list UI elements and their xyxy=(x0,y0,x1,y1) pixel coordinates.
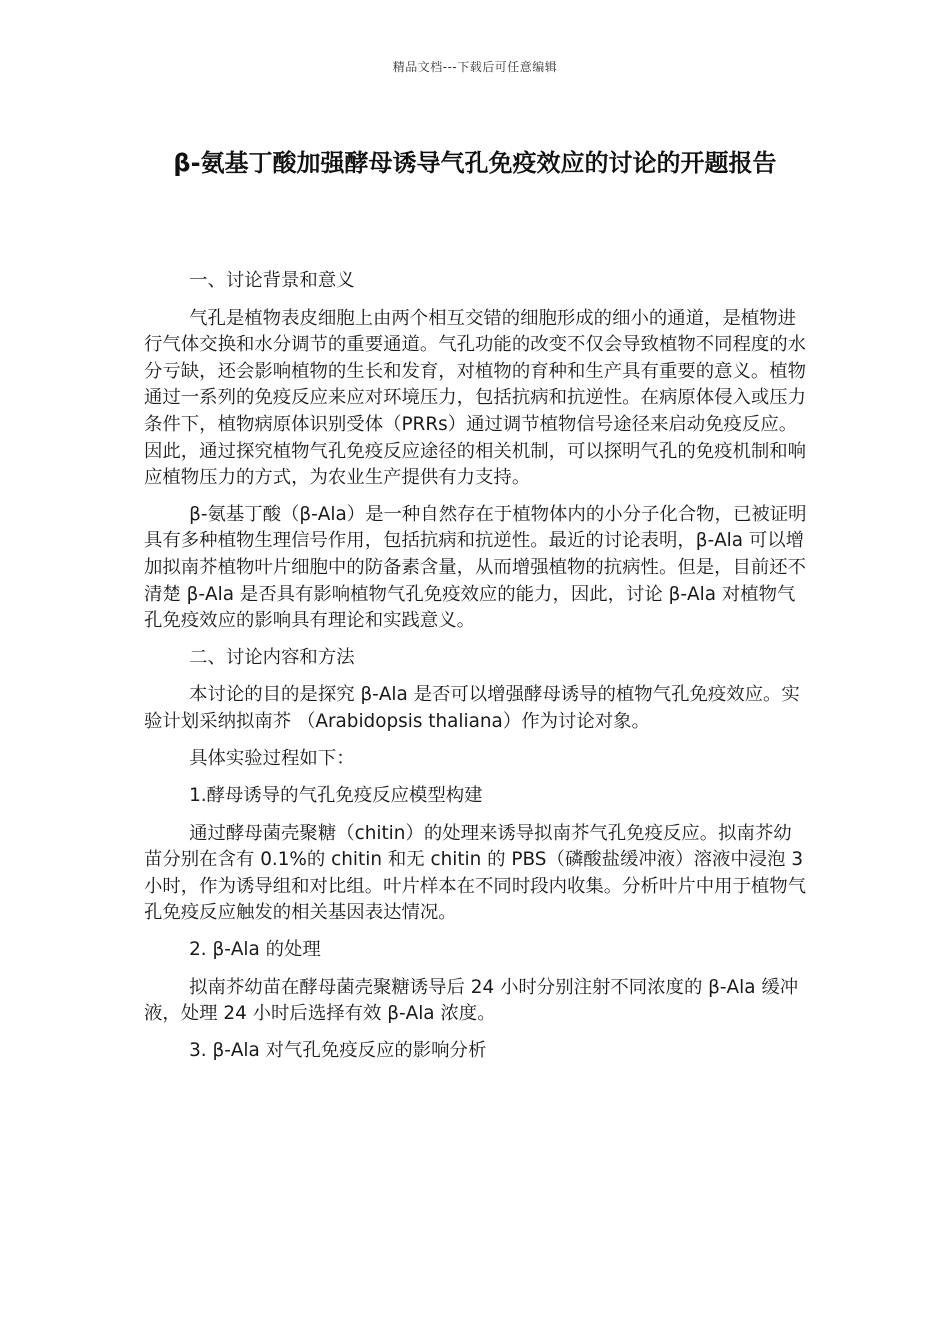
paragraph-methods-intro: 本讨论的目的是探究 β-Ala 是否可以增强酵母诱导的植物气孔免疫效应。实验计划采纳拟南芥 （Arabidopsis thaliana）作为讨论对象。 xyxy=(144,684,800,732)
step-3-heading: 3. β-Ala 对气孔免疫反应的影响分析 xyxy=(189,1039,487,1061)
section-heading-methods: 二、讨论内容和方法 xyxy=(189,646,355,668)
document-body xyxy=(144,268,808,1075)
paragraph-background-1: 气孔是植物表皮细胞上由两个相互交错的细胞形成的细小的通道，是植物进行气体交换和水分调节的重要通道。气孔功能的改变不仅会导致植物不同程度的水分亏缺，还会影响植物的生长和发育，对植物的育种和生产具有重要的意义。植物通过一系列的免疫反应来应对环境压力，包括抗病和抗逆性。在病原体侵入或压力条件下，植物病原体识别受体（PRRs）通过调节植物信号途径来启动免疫反应。因此，通过探究植物气孔免疫反应途径的相关机制，可以探明气孔的免疫机制和响应植物压力的方式，为农业生产提供有力支持。 xyxy=(144,307,807,489)
step-2-heading: 2. β-Ala 的处理 xyxy=(189,939,321,961)
step-1-text: 通过酵母菌壳聚糖（chitin）的处理来诱导拟南芥气孔免疫反应。拟南芥幼苗分别在含有 0.1%的 chitin 和无 chitin 的 PBS（磷酸盐缓冲液）溶液中浸泡 3 小时，作为诱导组和对比组。叶片样本在不同时段内收集。分析叶片中用于植物气孔免疫反应触发的相关基因表达情况。 xyxy=(144,822,807,924)
header-note: 精品文档---下载后可任意编辑 xyxy=(392,60,558,74)
step-2-text: 拟南芥幼苗在酵母菌壳聚糖诱导后 24 小时分别注射不同浓度的 β-Ala 缓冲液，处理 24 小时后选择有效 β-Ala 浓度。 xyxy=(144,976,799,1025)
step-1-heading: 1.酵母诱导的气孔免疫反应模型构建 xyxy=(189,785,483,807)
section-heading-background: 一、讨论背景和意义 xyxy=(189,270,355,291)
paragraph-background-2: β-氨基丁酸（β-Ala）是一种自然存在于植物体内的小分子化合物，已被证明具有多种植物生理信号作用，包括抗病和抗逆性。最近的讨论表明，β-Ala 可以增加拟南芥植物叶片细胞中的防备素含量，从而增强植物的抗病性。但是，目前还不清楚 β-Ala 是否具有影响植物气孔免疫效应的能力，因此，讨论 β-Ala 对植物气孔免疫效应的影响具有理论和实践意义。 xyxy=(144,503,807,632)
document-title: β-氨基丁酸加强酵母诱导气孔免疫效应的讨论的开题报告 xyxy=(173,149,777,177)
paragraph-process-lead: 具体实验过程如下： xyxy=(189,747,355,769)
